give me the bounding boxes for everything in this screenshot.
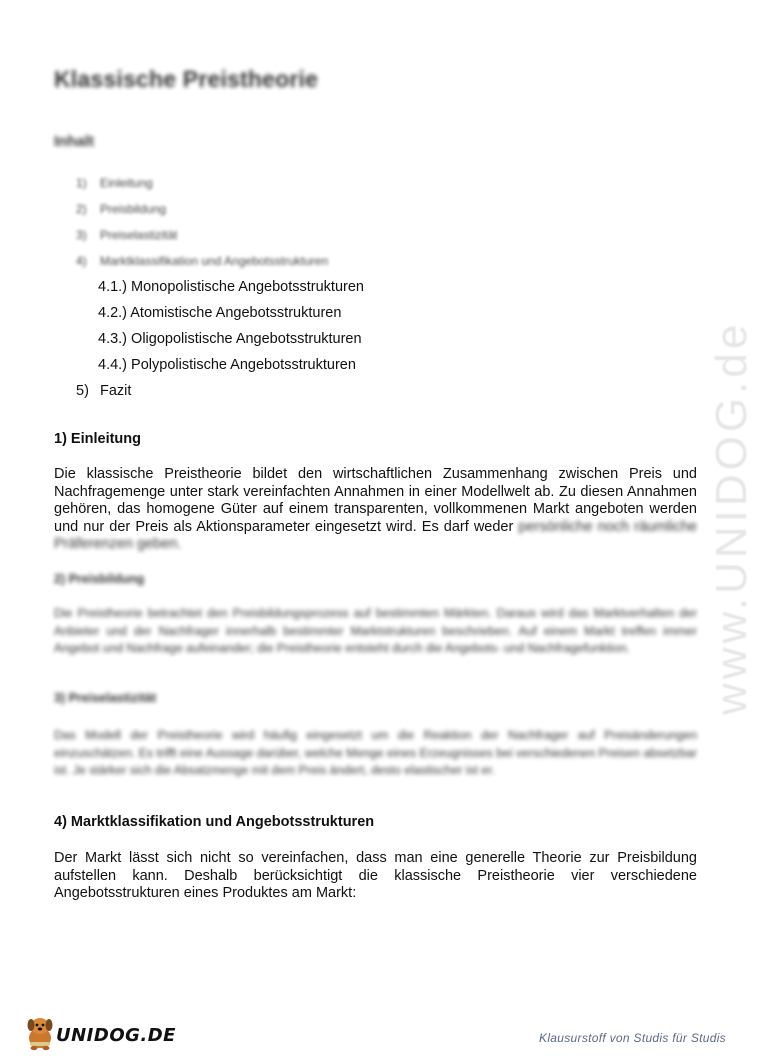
toc-heading: Inhalt [54,133,94,150]
section-heading: 4) Marktklassifikation und Angebotsstrukturen [54,814,375,830]
section-paragraph: Das Modell der Preistheorie wird häufig eingesetzt um die Reaktion der Nachfrager auf Preisänderungen einzuschätzen. Es trifft eine Aussage darüber, welche Menge eines Erzeugnisses bei verschiedenen Preisen absetzbar ist. Je stärker sich die Absatzmenge mit dem Preis ändert, desto elastischer ist er. [54,728,697,777]
toc-subitem: 4.3.) Oligopolistische Angebotsstrukturen [98,331,362,347]
toc-subitem: 4.2.) Atomistische Angebotsstrukturen [98,305,342,321]
section-heading: 2) Preisbildung [54,572,145,586]
toc-item: 2) Preisbildung [76,202,167,216]
watermark: www.UNIDOG.de [707,320,756,715]
section-heading: 1) Einleitung [54,431,141,447]
toc-subitem: 4.1.) Monopolistische Angebotsstrukturen [98,279,364,295]
logo-text: UNIDOG.DE [56,1025,176,1046]
unidog-logo [24,1012,194,1052]
toc-item: 3) Preiselastizität [76,228,178,242]
toc-item: 4) Marktklassifikation und Angebotsstrukturen [76,254,329,268]
section-paragraph: Die Preistheorie betrachtet den Preisbildungsprozess auf bestimmten Märkten. Daraus wird das Marktverhalten der Anbieter und der Nachfrager innerhalb bestimmter Marktstrukturen beschrieben. Auf einem Markt treffen immer Angebot und Nachfrage aufeinander; die Preistheorie entsteht durch die Angebots- und Nachfragefunktion. [54,606,697,655]
toc-item: 5) Fazit [76,383,132,399]
footer-tagline: Klausurstoff von Studis für Studis [539,1031,726,1045]
blurred-text: persönliche noch räumliche Präferenzen geben. [54,518,698,552]
section-paragraph: Der Markt lässt sich nicht so vereinfachen, dass man eine generelle Theorie zur Preisbildung aufstellen kann. Deshalb berücksichtigt die klassische Preistheorie vier verschiedene Angebotsstrukturen eines Produktes am Markt: [54,850,697,901]
toc-item: 1) Einleitung [76,176,153,190]
section-paragraph: Die klassische Preistheorie bildet den wirtschaftlichen Zusammenhang zwischen Preis und Nachfragemenge unter stark vereinfachten Annahmen in einer Modellwelt ab. Zu diesen Annahmen gehören, das homogene Güter auf einem transparenten, vollkommenen Markt angeboten werden und nur der Preis als Aktionsparameter eingesetzt wird. Es darf weder persönliche noch räumliche Präferenzen geben. [54,466,698,552]
document-title: Klassische Preistheorie [54,66,319,92]
section-heading: 3) Preiselastizität [54,691,157,705]
dog-mascot-icon [24,1012,58,1052]
table-of-contents [76,170,364,404]
toc-subitem: 4.4.) Polypolistische Angebotsstrukturen [98,357,356,373]
